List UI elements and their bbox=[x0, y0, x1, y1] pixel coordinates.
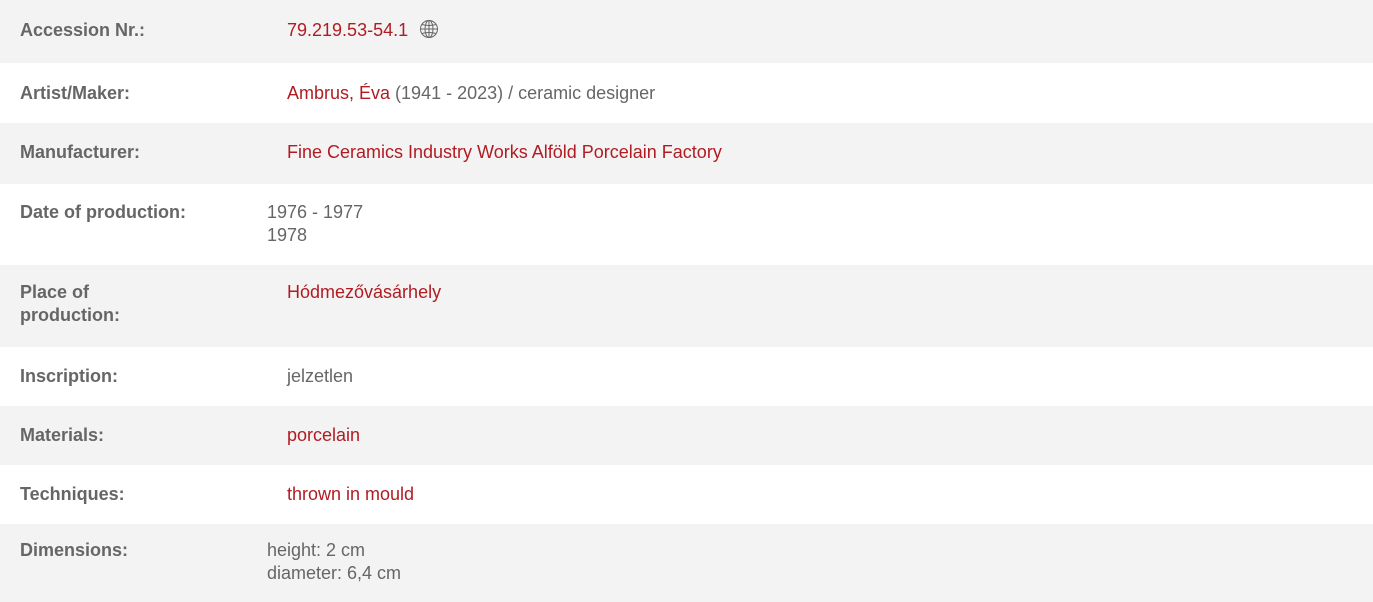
inscription-label: Inscription: bbox=[20, 366, 118, 386]
artist-maker-value bbox=[287, 82, 1373, 105]
dimensions-line: diameter: 6,4 cm bbox=[267, 563, 402, 583]
artist-maker-link[interactable]: Ambrus, Éva bbox=[287, 83, 391, 103]
techniques-link[interactable]: thrown in mould bbox=[287, 484, 415, 504]
row-materials bbox=[0, 406, 1373, 465]
inscription-value: jelzetlen bbox=[287, 366, 354, 386]
globe-icon[interactable] bbox=[419, 19, 439, 39]
place-of-production-label-line: Place of bbox=[20, 282, 90, 302]
materials-label: Materials: bbox=[20, 425, 105, 445]
place-of-production-link[interactable]: Hódmezővásárhely bbox=[287, 282, 442, 302]
dimensions-label: Dimensions: bbox=[20, 540, 129, 560]
techniques-label: Techniques: bbox=[20, 484, 125, 504]
place-of-production-label bbox=[0, 281, 270, 327]
date-of-production-line: 1976 - 1977 bbox=[267, 202, 364, 222]
row-place-of-production bbox=[0, 265, 1373, 347]
accession-number-link[interactable]: 79.219.53-54.1 bbox=[287, 20, 409, 40]
manufacturer-value bbox=[287, 141, 1373, 164]
accession-number-label: Accession Nr.: bbox=[20, 20, 146, 40]
dimensions-value bbox=[267, 539, 1373, 585]
techniques-value bbox=[287, 483, 1373, 506]
row-artist-maker bbox=[0, 63, 1373, 123]
date-of-production-value bbox=[267, 201, 1373, 247]
materials-link[interactable]: porcelain bbox=[287, 425, 361, 445]
row-manufacturer bbox=[0, 123, 1373, 184]
accession-number-value bbox=[287, 19, 1373, 42]
artist-maker-label: Artist/Maker: bbox=[20, 83, 131, 103]
date-of-production-label: Date of production: bbox=[20, 202, 186, 222]
row-techniques bbox=[0, 465, 1373, 524]
dimensions-line: height: 2 cm bbox=[267, 540, 366, 560]
artist-maker-details: (1941 - 2023) / ceramic designer bbox=[390, 83, 656, 103]
manufacturer-label: Manufacturer: bbox=[20, 142, 141, 162]
row-inscription bbox=[0, 347, 1373, 406]
date-of-production-line: 1978 bbox=[267, 225, 308, 245]
place-of-production-label-line: production: bbox=[20, 305, 120, 325]
place-of-production-value bbox=[287, 281, 1373, 304]
materials-value bbox=[287, 424, 1373, 447]
row-dimensions bbox=[0, 524, 1373, 602]
row-date-of-production bbox=[0, 184, 1373, 265]
row-accession-number bbox=[0, 0, 1373, 63]
manufacturer-link[interactable]: Fine Ceramics Industry Works Alföld Porcelain Factory bbox=[287, 142, 722, 162]
